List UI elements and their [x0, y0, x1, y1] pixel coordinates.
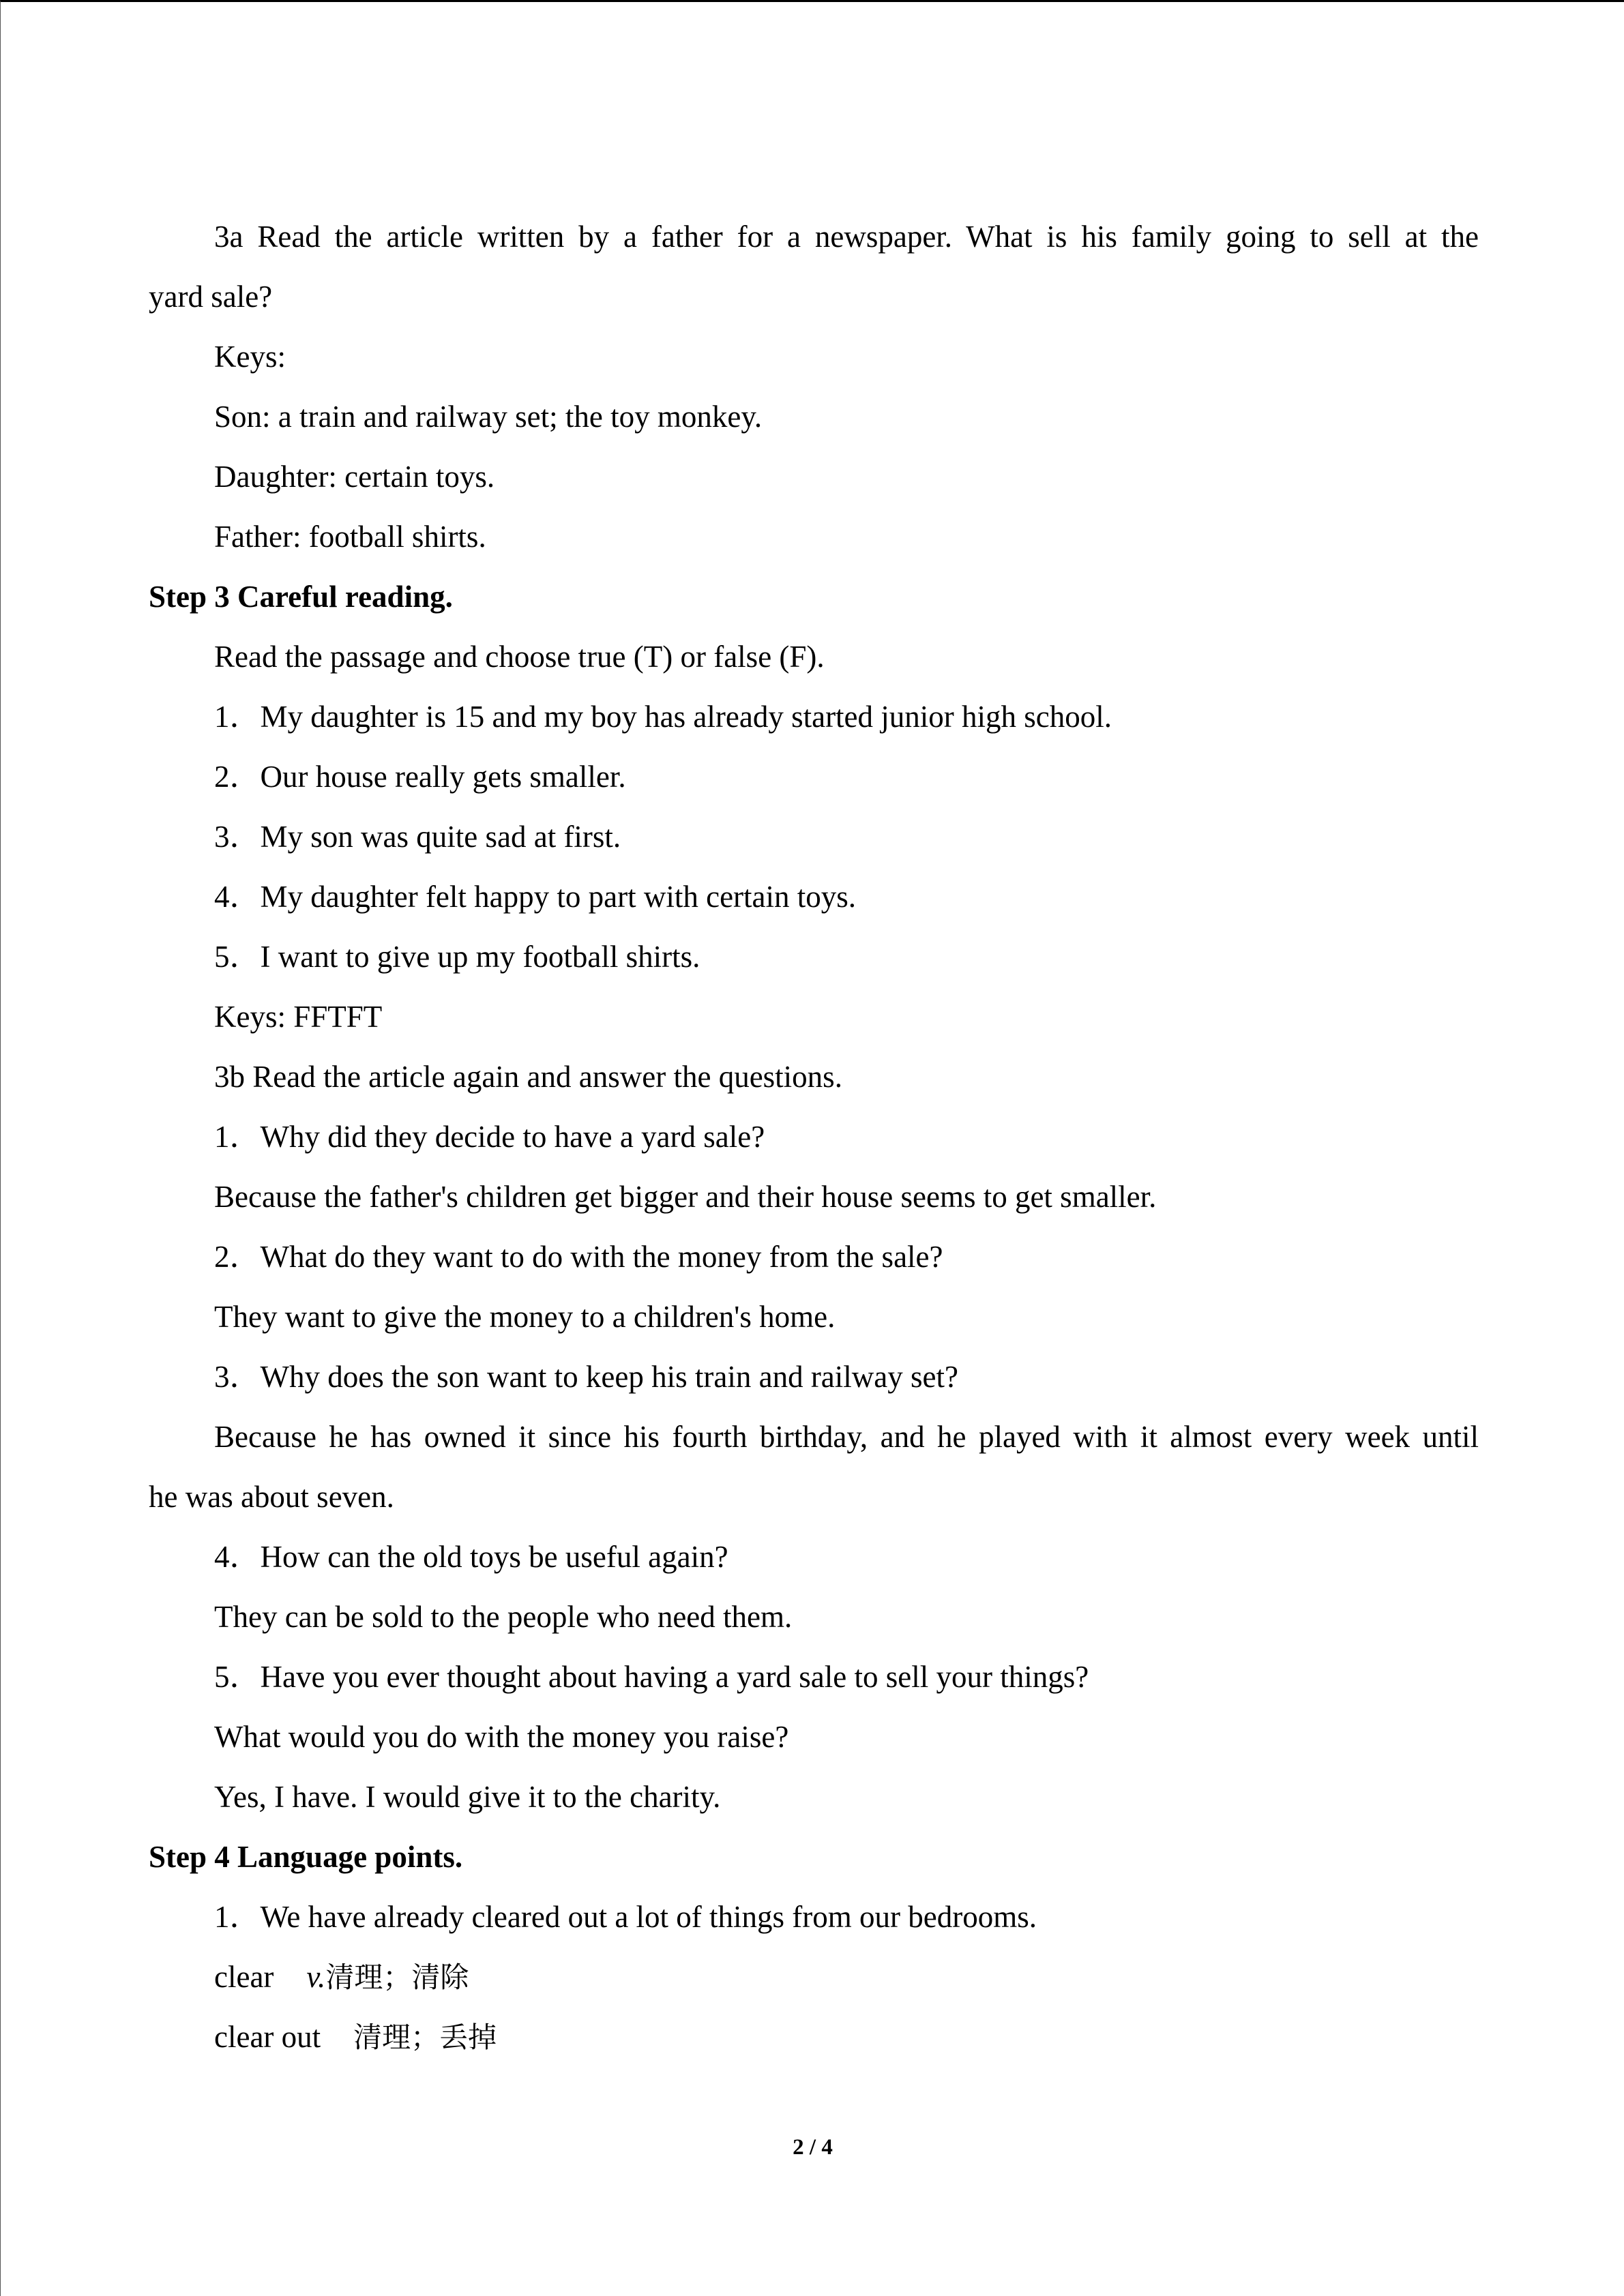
step-3-instruction: Read the passage and choose true (T) or false (F).: [214, 640, 825, 674]
vocab-clear-out-meaning: 清理；丢掉: [353, 2021, 497, 2054]
answer-3-line-1: Because he has owned it since his fourth birthday, and he played with it almost every week until: [214, 1420, 1479, 1454]
answer-4: They can be sold to the people who need them.: [214, 1600, 793, 1634]
paragraph-3b-instruction: 3b Read the article again and answer the questions.: [214, 1060, 842, 1094]
vocab-clear-pos: v.: [306, 1960, 326, 1994]
step-3-heading: Step 3 Careful reading.: [149, 580, 453, 614]
true-false-keys: Keys: FFTFT: [214, 1000, 383, 1034]
vocab-clear: [149, 1947, 1479, 2007]
true-false-item-1: 1．My daughter is 15 and my boy has already started junior high school.: [214, 700, 1112, 734]
answer-5: Yes, I have. I would give it to the charity.: [214, 1780, 721, 1814]
page-number: 2 / 4: [793, 2135, 833, 2160]
question-5-line-1: 5．Have you ever thought about having a yard sale to sell your things?: [214, 1660, 1089, 1694]
keys-label: Keys:: [214, 340, 286, 374]
paragraph-3a-line-1: 3a Read the article written by a father for a newspaper. What is his family going to sell at the: [214, 220, 1479, 254]
paragraph-3a-line-2: yard sale?: [149, 280, 273, 314]
vocab-clear-out-word: clear out: [214, 2020, 321, 2054]
answer-2: They want to give the money to a children's home.: [214, 1300, 836, 1334]
page-content: [149, 207, 1479, 2067]
step-4-heading: Step 4 Language points.: [149, 1840, 463, 1874]
language-point-1: 1．We have already cleared out a lot of things from our bedrooms.: [214, 1900, 1037, 1934]
true-false-item-3: 3．My son was quite sad at first.: [214, 820, 621, 854]
true-false-item-5: 5．I want to give up my football shirts.: [214, 940, 700, 974]
question-5-line-2: What would you do with the money you raise?: [214, 1720, 789, 1754]
true-false-item-2: 2．Our house really gets smaller.: [214, 760, 626, 794]
vocab-clear-word: clear: [214, 1960, 274, 1994]
true-false-item-4: 4．My daughter felt happy to part with certain toys.: [214, 880, 857, 914]
question-1: 1．Why did they decide to have a yard sale?: [214, 1120, 765, 1154]
vocab-clear-meaning: 清理；清除: [325, 1960, 469, 1994]
question-2: 2．What do they want to do with the money from the sale?: [214, 1240, 943, 1274]
answer-1: Because the father's children get bigger and their house seems to get smaller.: [214, 1180, 1157, 1214]
key-son: Son: a train and railway set; the toy monkey.: [214, 400, 763, 434]
answer-3-line-2: he was about seven.: [149, 1480, 394, 1514]
question-3: 3．Why does the son want to keep his train and railway set?: [214, 1360, 958, 1394]
key-father: Father: football shirts.: [214, 520, 486, 554]
vocab-clear-out: [149, 2007, 1479, 2067]
key-daughter: Daughter: certain toys.: [214, 460, 495, 494]
question-4: 4．How can the old toys be useful again?: [214, 1540, 728, 1574]
